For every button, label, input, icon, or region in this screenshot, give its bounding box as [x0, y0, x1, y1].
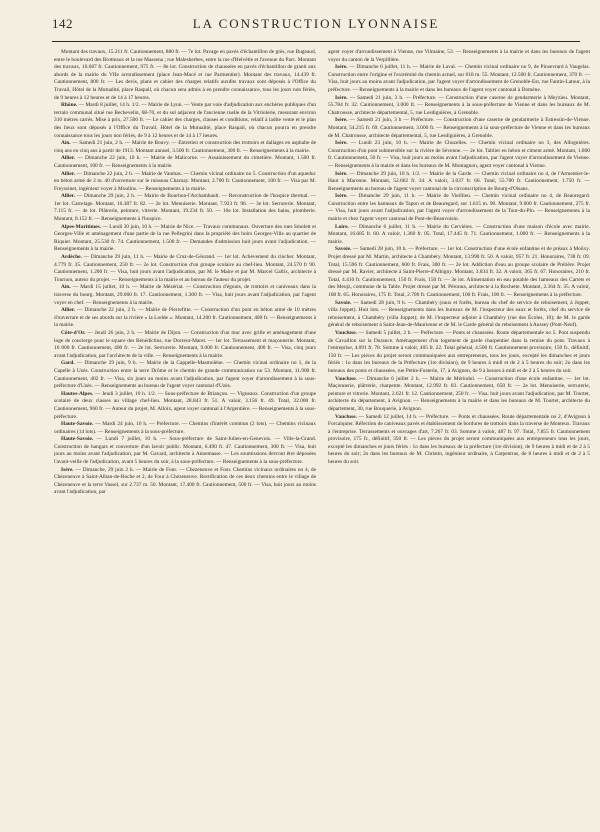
- notice-paragraph: [54, 284, 316, 307]
- notice-department: Isère.: [335, 64, 348, 71]
- notice-department: Isère.: [335, 94, 348, 101]
- notice-department: Allier.: [61, 170, 76, 177]
- notice-paragraph: [54, 391, 316, 421]
- notice-paragraph: [54, 421, 316, 436]
- notice-paragraph: [54, 49, 316, 102]
- notice-paragraph: [54, 254, 316, 284]
- notice-department: Isère.: [335, 140, 348, 147]
- notice-text: — Dimanche 29 juin, 2 h. — Mairie de Bourbon-l'Archambault. — Reconstruction de l'hospice thermal. — 1er lot. Carrelage. Montant, 16.387 fr. 82. — 2e lot. Menuiserie. Montant, 7.923 fr. 96. — 3e lot. Serrurerie. Montant, 7.115 fr. — 4e lot. Plâtrerie, peinture, vitrerie. Montant, 19.234 fr. 50. — 16e lot. Installation des bains, plomberie. Montant, 8.152 fr. — Renseignements à l'hospice.: [54, 193, 316, 223]
- notice-paragraph: [54, 360, 316, 390]
- notice-paragraph: [328, 117, 590, 140]
- notice-department: Hautes-Alpes.: [61, 390, 94, 397]
- notice-department: Haute-Savoie.: [61, 421, 94, 428]
- notice-paragraph: [54, 102, 316, 140]
- notice-text: — Dimanche 6 juillet, 11 h. — Mairie de Laval. — Chemin vicinal ordinaire no 9, de Pinsevrard à Vaugelas. Construction entre l'origine et l'extrémité du chemin actuel, sur 618 m. 55. Montant, 12.500 fr. Cautionnement, 370 fr. — Visa, huit jours au moins avant l'adjudication, par l'agent voyer d'arrondissement de Grenoble-Est, rue Fantin-Latour, à la préfecture. — Renseignements à la mairie et dans les bureaux de l'agent voyer cantonal à Domène.: [328, 64, 590, 93]
- notice-department: Savoie.: [335, 299, 352, 306]
- notice-text: — Samedi 12 juillet, 14 h. — Préfecture. — Ponts et chaussées. Route départementale no 2, d'Avignon à Forcalquier. Réfection de caniveaux pavés et établissement de bordures de trottoirs dans la traverse de Monteux. Travaux à l'entreprise. Terrassements et ouvrages d'art, 7.267 fr. 03. Somme à valoir, 487 fr. 97. Total, 7.855 fr. Cautionnement provisoire, 175 fr., définitif, 350 fr. — Les pièces du projet seront communiquées aux entrepreneurs tous les jours, excepté les dimanches et jours fériés : 1o dans les bureaux de la préfecture (1re division), de 9 heures à midi et de 2 à 5 heures du soir; 2o dans les bureaux de M. Christin, ingénieur ordinaire, à Carpentras, de 8 heures à midi et de 2 à 5 heures du soir.: [328, 413, 590, 466]
- notice-text: — Dimanche 22 juin, 2 h. — Mairie de Pierrefitte. — Construction d'un pont en béton armé de 10 mètres d'ouverture et de ses abords sur la rivière « la Lodde ». Montant, 14.200 fr. Cautionnement, 400 fr. — Renseignements à la mairie.: [54, 307, 316, 329]
- notice-text: — Mardi 24 juin, 10 h. — Préfecture. — Chemins d'intérêt commun (2 lots). — Chemins vicinaux ordinaires (14 lots). — Renseignements à la sous-préfecture.: [54, 421, 316, 435]
- notice-paragraph: [54, 307, 316, 330]
- notice-paragraph: [328, 376, 590, 414]
- notice-text: — Dimanche 22 juin, 2 h. — Mairie de Vaumas. — Chemin vicinal ordinaire no 5. Construction d'un aqueduc en béton armé de 2 m. 40 d'ouverture sur le ruisseau Charnay. Montant, 2.700 fr. Cautionnement, 100 fr. — Visa par M. Freyssinet, ingénieur voyer à Moulins. — Renseignements à la mairie.: [54, 170, 316, 192]
- notice-text: — Jeudi 26 juin, 2 h. — Mairie de Dijon. — Construction d'un mur avec grille et aménagement d'une loge de concierge pour le square des Bénédictins, rue Docteur-Maret. — 1er lot. Terrassement et maçonnerie. Montant, 10 000 fr. Cautionnement, 400 fr. — 2e lot. Serrurerie. Montant, 9.000 fr. Cautionnement, 400 fr. — Visa, cinq jours avant l'adjudication, par l'architecte de la ville. — Renseignements à la mairie.: [54, 329, 316, 359]
- notice-department: Allier.: [61, 307, 76, 314]
- notice-text: — Dimanche 29 juin, 10 h. 1/2. — Mairie de la Garde. — Chemin vicinal ordinaire no 4, de l'Armentier-le-Haut à Maronne. Montant, 52.662 fr. 34. A valoir, 3.037 fr. 66. Total, 55.700 fr. Cautionnement, 1.750 fr. — Renseignements au bureau de l'agent voyer cantonal de la circonscription de Bourg-d'Oisans.: [328, 170, 590, 192]
- notice-text: — Samedi 5 juillet, 2 h. — Préfecture. — Ponts et chaussées. Route départementale no 5. Pont suspendu de Cavaillon sur la Durance. Aménagement d'un logement de garde charpentier dans la remise du pont. Travaux à l'entreprise, 4.091 fr. 78. Somme à valoir, 405 fr. 22. Total général, 4.500 fr. Cautionnement provisoire, 150 fr., définitif, 150 fr. — Les pièces du projet seront communiquées aux entrepreneurs, tous les jours, excepté les dimanches et jours fériés : 1o dans les bureaux de la Préfecture (1re division), de 9 heures à midi et de 2 à 5 heures du soir; 2o dans les bureaux des ponts et chaussées, rue Petite-Fusterie, 17, à Avignon, de 9 à heures à midi et de 2 à 5 heures du soir.: [328, 329, 590, 374]
- notice-paragraph: [328, 300, 590, 330]
- notice-department: Vaucluse.: [335, 329, 357, 336]
- notice-paragraph: [328, 193, 590, 223]
- right-column: [328, 49, 590, 824]
- notice-department: Côte-d'Or.: [61, 329, 86, 336]
- notice-paragraph: [54, 436, 316, 466]
- notice-text: — Jeudi 3 juillet, 10 h. 1/2. — Sous-préfecture de Briançon. — Vigneaux. Construction d'un groupe scolaire de deux classes au village chef-lieu. Montant, 28.843 fr. 51. A valoir, 3.156 fr. 49. Total, 32.000 fr. Cautionnement, 960 fr. — Auteur du projet, M. Alloix, agent voyer cantonal à l'Argentière. — Renseignements à la sous-préfecture.: [54, 390, 316, 420]
- notice-department: Isère.: [335, 170, 348, 177]
- notice-paragraph: [328, 140, 590, 170]
- notice-text: agent voyer d'arrondissement à Vienne, rue Vilmaine, 53. — Renseignements à la mairie et dans les bureaux de l'agent voyer du canton de la Verpillière.: [328, 49, 590, 63]
- notice-text: — Dimanche 6 juillet, 11 h. — Mairie du Cervières. — Construction d'une maison d'école avec mairie. Montant, 16.685 fr. 60. A valoir, 1.360 fr. 05. Total, 17.445 fr. 71. Cautionnement, 1.000 fr. — Renseignements à la mairie.: [328, 223, 590, 245]
- notice-text: — Samedi 28 juin, 9 h. — Chambéry (eaux et forêts, bureau du chef de service de reboisement, à Joppet, villa Joppet). Huit lots. — Renseignements dans les bureaux de M. l'inspecteur des eaux et forêts, chef du service de reboisement, à Chambéry (villa Joppet); de M. l'inspecteur adjoint à Chambéry (rue des Écoles, 10); de M. le garde général de reboisement à Saint-Jean-de-Maurienne et de M. le Garde général du reboisement à Aussey (Pont-Neuf).: [328, 299, 590, 329]
- notice-text: — Samedi 21 juin, 3 h. — Préfecture. — Construction d'une caserne de gendarmerie à Meyzieu. Montant, 55.784 fr. 32. Cautionnement, 3.000 fr. — Renseignements à la sous-préfecture de Vienne et dans les bureaux de M. Chatrousse, architecte départemental, 5, rue Lesdiguières, à Grenoble.: [328, 94, 590, 116]
- header-rule: [52, 41, 580, 42]
- notice-text: — Dimanche 29 juin, 9 h. — Mairie de la Cappelle-Masmolène. — Chemin vicinal ordinaire no 1, de la Capelle à Uzès. Construction entre la terre Drôme et le chemin de grande communication no 53. Montant, 11.900 fr. Cautionnement, 402 fr. — Visa, six jours au moins avant l'adjudication, par l'agent voyer d'arrondissement à la sous-préfecture d'Uzès. — Renseignements au bureau de l'agent voyer cantonal d'Uzès.: [54, 360, 316, 390]
- notice-department: Haute-Savoie.: [61, 436, 94, 443]
- notice-text: — Mardi 8 juillet, 14 h. 1/2. — Mairie de Lyon. — Vente par voie d'adjudication aux enchères publiques d'un terrain communal situé rue Bechevelin, 68-70, et du sol adjacent de l'ancienne ruelle de la Vitriolerie, mesurant environ 310 mètres carrés. Mise à prix, 27.500 fr. — Le cahier des charges, clauses et conditions, relatif à ladite vente et le plan des lieux sont déposés à l'Office du Travail, Hôtel de la Mutualité, place Raspail, où chacun pourra en prendre connaissance tous les jours non fériés, de 9 à 12 heures et de 14 à 17 heures.: [54, 102, 316, 139]
- notice-paragraph: [328, 414, 590, 467]
- notice-paragraph: [328, 246, 590, 299]
- notice-department: Rhône.: [61, 102, 78, 109]
- notice-text: — Dimanche 29 juin, 11 h. — Mairie de Cruz-de-Géorand. — 1er lot. Achèvement du clocher. Montant, 4.779 fr. 35. Cautionnement, 250 fr. — 2e lot. Construction d'un groupe scolaire au chef-lieu. Montant, 24.570 fr 90. Cautionnement, 1.200 fr. — Visa, huit jours avant l'adjudication, par M. le Maire et par M. Marcel Gallix, architecte à Tournon, auteur du projet. — Renseignements à la mairie et au bureau de l'auteur du projet.: [54, 254, 316, 283]
- notice-department: Isère.: [61, 466, 74, 473]
- notice-text: — Samedi 21 juin, 3 h — Préfecture. — Construction d'une caserne de gendarmerie à Estressin-de-Vienne. Montant, 54.215 fr. 69. Cautionnement, 3.000 fr. — Renseignements à la sous-préfecture de Vienne et dans les bureaux de M. Chatrousse, architecte départemental, 5, rue Lesdiguières, à Grenoble.: [328, 117, 590, 139]
- notice-paragraph: [328, 49, 590, 64]
- notice-department: Loire.: [335, 223, 349, 230]
- left-column: [54, 49, 316, 824]
- notice-text: — Samedi 28 juin, 10 h. — Préfecture. — 1er lot. Construction d'une école enfantine et de préaux à Moûxy. Projet dressé par M. Martin, architecte à Chambéry. Montant, 13.990 fr. 50. A valoir, 957 fr. 21. Honoraires, 738 fr. 09. Total, 15.596 fr. Cautionnement, 600 fr. Frais, 300 fr. — 2e lot. Addiction d'eau au groupe scolaire de Prétière. Projet dressé par M. Ravier, architecte à Saint-Pierre-d'Albigny. Montant, 3.834 fr. 32. A valoir, 365 fr. 67. Honoraires, 210 fr. Total, 4.410 fr. Cautionnement, 150 fr. Frais, 150 fr. — 3e lot. Alimentation en eau potable des hameaux des Cartets et des Meujz, commune de la Table. Projet dressé par M. Péronna, architecte à la Rochette. Montant, 2.364 fr. 35. A valoir, 168 fr. 65. Honoraires, 175 fr. Total, 2.700 fr. Cautionnement, 100 fr. Frais, 100 fr. — Renseignements à la préfecture.: [328, 246, 590, 298]
- notice-text: — Dimanche 6 juillet 2 h. — Mairie de Mérindol. — Construction d'une école enfantine. — 1er lot. Maçonnerie, plâtrerie, charpente. Montant, 12.992 fr. 83. Cautionnement, 650 fr. — 2e lot. Menuiserie, serrurerie, peinture et vitrerie. Montant, 2.621 fr. 12. Cautionnement, 250 fr. — Visa, huit jours avant l'adjudication, par M. Tourtet, architecte du département, à Avignon. — Renseignements à la mairie et dans les bureaux de M. Tourtet, architecte du département, 30, rue Bouquerie, à Avignon.: [328, 375, 590, 412]
- notice-department: Alpes-Maritimes.: [61, 223, 101, 230]
- notice-department: Ain.: [61, 140, 71, 147]
- notice-paragraph: [328, 330, 590, 376]
- notice-text: — Mardi 15 juillet, 10 h. — Mairie de Mézériat. — Construction d'égouts, de trottoirs et caniveaux dans la traverse du bourg. Montant, 29.060 fr. 17. Cautionnement, 1.300 fr. — Visa, huit jours avant l'adjudication, par l'agent voyer en chef. — Renseignements à la mairie.: [54, 284, 316, 306]
- notice-department: Gard.: [61, 360, 75, 367]
- notice-paragraph: [328, 224, 590, 247]
- notice-text: — Dimanche 22 juin, 10 h. — Mairie de Malicorne. — Assainissement du cimetière. Montant, 1.500 fr. Cautionnement, 100 fr. — Renseignements à la mairie.: [54, 155, 316, 169]
- notice-paragraph: [54, 155, 316, 170]
- notice-paragraph: [54, 171, 316, 194]
- notice-paragraph: [54, 224, 316, 254]
- notice-department: Isère.: [335, 193, 348, 200]
- notice-text: — Dimanche 29 juin, 11 h. — Mairie de Vieillieu. — Chemin vicinal ordinaire no 4, de Beauregard. Construction entre les hameaux de Tapon et de Beauregard, sur 1.615 m. 90. Montant, 9.000 fr. Cautionnement, 275 fr. — Visa, huit jours avant l'adjudication, par l'agent voyer d'arrondissement de la Tour-du-Pin. — Renseignements à la mairie et chez l'agent voyer cantonal de Pont-de-Beauvoisin.: [328, 193, 590, 223]
- notice-department: Ain.: [61, 284, 71, 291]
- notice-paragraph: [54, 467, 316, 497]
- notice-paragraph: [328, 64, 590, 94]
- notice-text: — Lundi 7 juillet, 10 h. — Sous-préfecture de Saint-Julien-en-Genevois. — Ville-la-Grand. Construction de hangars et couverture d'un lavoir public. Montant, 6.490 fr. 47. Cautionnement, 300 fr. — Visa, huit jours au moins avant l'adjudication, par M. Gavard, architecte à Annemasse. — Les soumissions devront être déposées l'avant-veille de l'adjudication, avant 5 heures du soir, à la sous-préfecture. — Renseignements à la sous-préfecture.: [54, 436, 316, 466]
- notice-text: — Lundi 30 juin, 10 h. — Mairie de Nice. — Travaux communaux. Ouverture des rues Smolett et Georges-Ville et aménagement d'une partie de la rue Pellegrini dans la propriété des hoirs Georges-Ville au quartier de Riquier. Montant, 25.530 fr. 74. Cautionnement, 1.500 fr. — Demandes d'admission huit jours avant l'adjudication. — Renseignements à la mairie.: [54, 223, 316, 253]
- notice-department: Allier.: [61, 155, 76, 162]
- notice-paragraph: [328, 95, 590, 118]
- notice-department: Isère.: [335, 117, 348, 124]
- notice-paragraph: [328, 171, 590, 194]
- notice-department: Ardèche.: [61, 254, 82, 261]
- notice-department: Savoie.: [335, 246, 352, 253]
- notice-text: — Samedi 21 juin, 2 h. — Mairie de Bouvy. — Entretien et construction des trottoirs et dallages en asphalte de cinq ans en cinq ans à partir de 1913. Montant annuel, 3.500 fr. Cautionnement, 300 fr. — Renseignements à la mairie.: [54, 140, 316, 154]
- page-number: 142: [52, 16, 73, 31]
- notice-paragraph: [54, 140, 316, 155]
- notice-department: Vaucluse.: [335, 375, 357, 382]
- page-header: [52, 16, 580, 36]
- notice-text: — Lundi 23 juin, 10 h. — Mairie de Chuzelles. — Chemin vicinal ordinaire no 3, des Allogniéres. Construction d'un pont submersible sur la rivière de Sévenne. — 2e lot. Tablier en béton et ciment armé. Montant, 1.800 fr. Cautionnement, 50 fr. — Visa, huit jours au moins avant l'adjudication, par l'agent voyer d'arrondissement de Vienne. — Renseignements à la mairie et dans les bureaux de M. Montagnon, agent voyer cantonal à Vienne.: [328, 140, 590, 169]
- journal-title: LA CONSTRUCTION LYONNAISE: [192, 16, 440, 31]
- notice-text: — Dimanche, 29 juin 2 h. — Mairie de Four. — Chezeneuve et Four. Chemins vicinaux ordinaires no 4, de Chézeneuve à Saint-Alban-de-Roche et 2, de Four à Chézeneuve. Rectification de ces deux chemins entre le village de Chézeneuve et la terre Vassel, sur 2.737 m. 50. Montant, 17.400 fr. Cautionnement, 500 fr. — Visa, huit jours au moins avant l'adjudication, par: [54, 466, 316, 496]
- notice-department: Vaucluse.: [335, 413, 357, 420]
- notice-department: Allier.: [61, 193, 76, 200]
- notice-paragraph: [54, 330, 316, 360]
- notice-paragraph: [54, 193, 316, 223]
- notice-text: Montant des travaux, 15.211 fr. Cautionnement, 880 fr. — 7e lot. Pavage en pavés d'échantillon de grès, rue Bugeaud, entre le boulevard des Brotteaux et la rue Massena ; rue Malesherbes, entre la rue d'Helvétie et l'avenue du Parc. Montant des travaux, 16.687 fr. Cautionnement, 975 fr. — 8e lot. Construction de chaussées en pavés d'échantillon de granit aux abords de la mairie du VIIe arrondissement (place Jean-Macé et rue Parmentier). Montant des travaux, 14.439 fr. Cautionnement, 800 fr. — Les devis, plans et cahier des charges relatifs auxdits travaux sont déposés à l'Office du Travail, Hôtel de la Mutualité, place Raspail, où chacun sera admis à en prendre connaissance, tous les jours non fériés, de 9 heures à 12 heures et de 14 à 17 heures.: [54, 49, 316, 101]
